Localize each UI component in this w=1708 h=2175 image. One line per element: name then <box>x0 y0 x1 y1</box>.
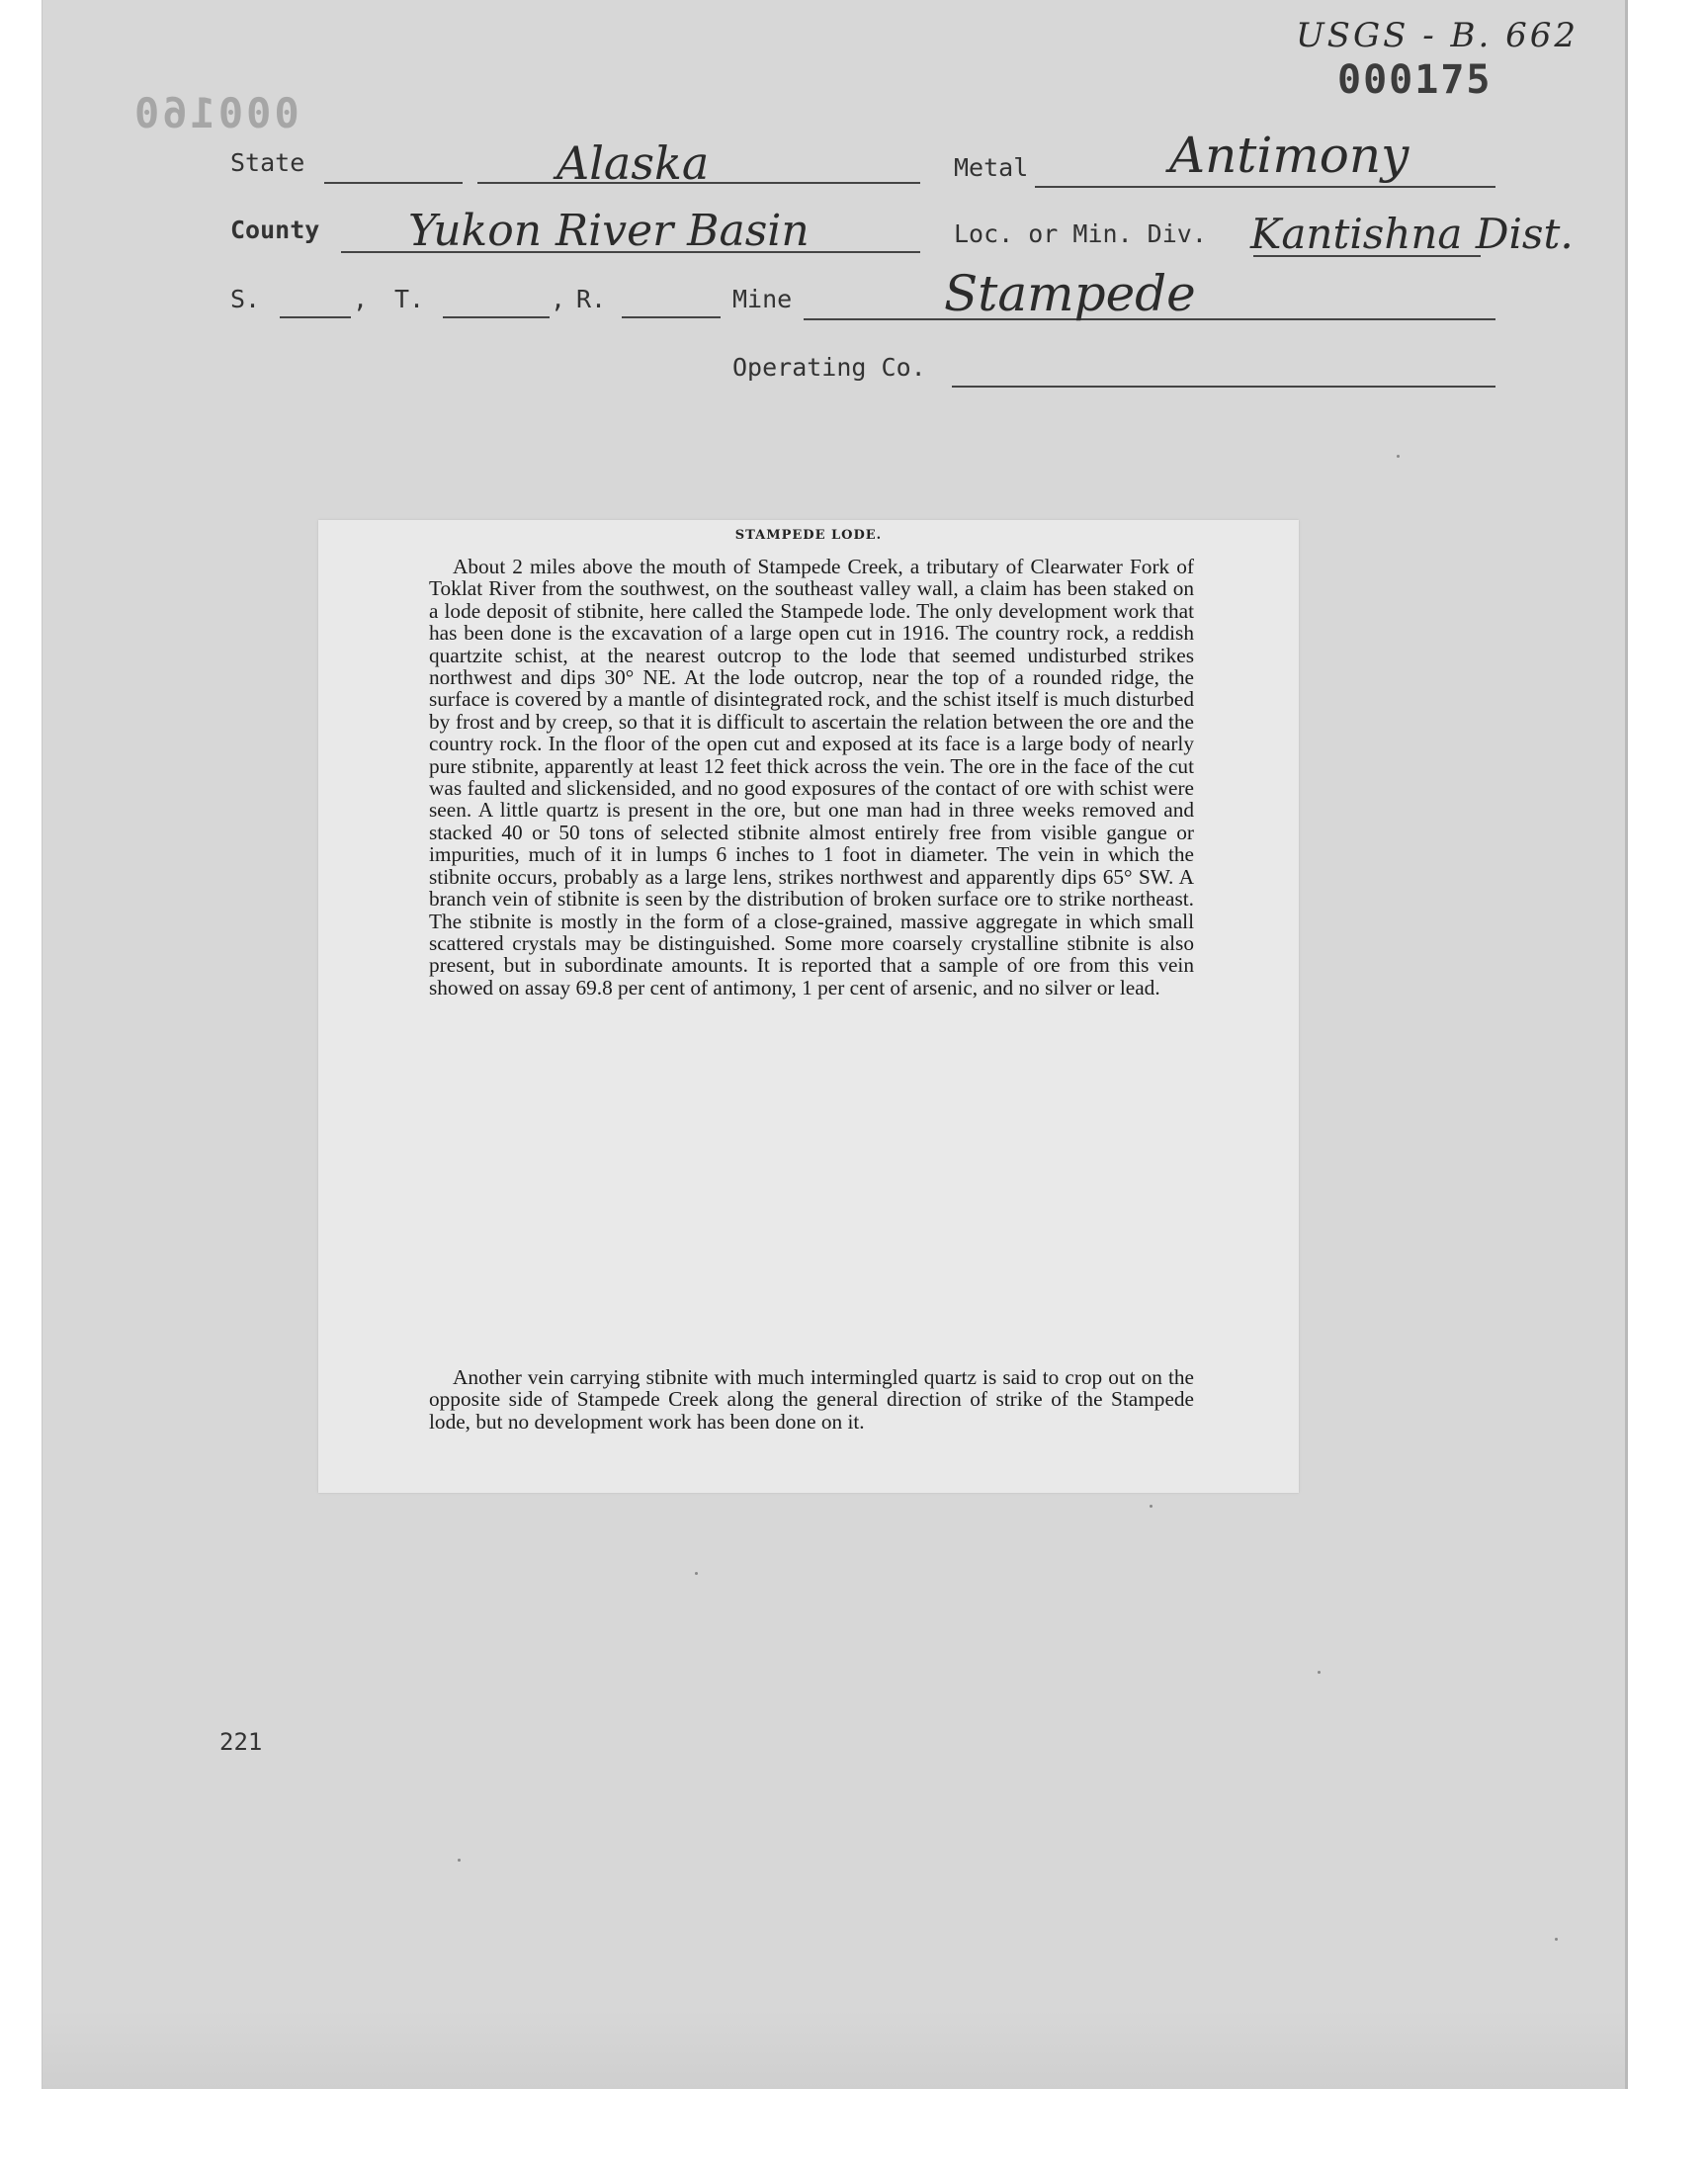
handwritten-reference: USGS - B. 662 <box>1296 16 1579 55</box>
division-label: Loc. or Min. Div. <box>954 219 1207 248</box>
faint-stamp-number: 000160 <box>131 89 299 137</box>
division-value: Kantishna Dist. <box>1250 210 1574 258</box>
operating-line <box>952 386 1495 388</box>
state-label: State <box>230 148 305 177</box>
scan-speck <box>695 1572 698 1575</box>
state-line-1 <box>324 182 463 184</box>
scan-speck <box>1318 1671 1321 1674</box>
metal-line <box>1035 186 1495 188</box>
mine-label: Mine <box>732 285 793 313</box>
page-number: 221 <box>219 1728 263 1756</box>
scan-speck <box>1397 455 1400 458</box>
operating-label: Operating Co. <box>732 353 926 382</box>
state-value: Alaska <box>556 136 710 190</box>
clipping-paragraph-1: About 2 miles above the mouth of Stampede Creek, a tributary of Clearwater Fork of Toklat River from the southwest, on the southeast valley wall, a claim has been staked on a lode deposit of stibnite, here called the Stampede lode. The only development work that has been done is the excavation of a large open cut in 1916. The country rock, a reddish quartzite schist, at the nearest outcrop to the lode that seemed undisturbed strikes northwest and dips 30° NE. At the lode outcrop, near the top of a rounded ridge, the surface is covered by a mantle of disintegrated rock, and the schist itself is much disturbed by frost and by creep, so that it is difficult to ascertain the relation between the ore and the country rock. In the floor of the open cut and exposed at its face is a large body of nearly pure stibnite, apparently at least 12 feet thick across the vein. The ore in the face of the cut was faulted and slickensided, and no good exposures of the contact of ore with schist were seen. A little quartz is present in the ore, but one man had in three weeks removed and stacked 40 or 50 tons of selected stibnite almost entirely free from visible gangue or impurities, much of it in lumps 6 inches to 1 foot in diameter. The vein in which the stibnite occurs, probably as a large lens, strikes northwest and apparently dips 65° SW. A branch vein of stibnite is seen by the distribution of broken surface ore to strike northeast. The stibnite is mostly in the form of a close-grained, massive aggregate in which small scattered crystals may be distinguished. Some more coarsely crystalline stibnite is also present, but in subordinate amounts. It is reported that a sample of ore from this vein showed on assay 69.8 per cent of antimony, 1 per cent of arsenic, and no silver or lead. <box>429 555 1194 1000</box>
scan-speck <box>1150 1505 1153 1508</box>
clipping-paragraph-2: Another vein carrying stibnite with much intermingled quartz is said to crop out on the opposite side of Stampede Creek along the general direction of strike of the Stampede lode, but no development work has been done on it. <box>429 1365 1194 1434</box>
range-label: R. <box>576 285 607 313</box>
clipping-title: STAMPEDE LODE. <box>734 528 883 543</box>
township-label: T. <box>394 285 425 313</box>
section-label: S. <box>230 285 261 313</box>
metal-value: Antimony <box>1169 127 1409 184</box>
metal-label: Metal <box>954 153 1029 182</box>
scan-speck <box>458 1859 461 1862</box>
text-clipping <box>318 520 1299 1493</box>
county-label: County <box>230 216 320 244</box>
township-line <box>443 316 550 318</box>
mine-value: Stampede <box>944 265 1196 322</box>
scan-speck <box>1555 1938 1558 1941</box>
section-line <box>280 316 351 318</box>
index-card <box>42 0 1628 2089</box>
county-value: Yukon River Basin <box>408 206 810 256</box>
comma-2: , <box>551 285 566 313</box>
stamp-number: 000175 <box>1337 57 1493 103</box>
comma-1: , <box>353 285 369 313</box>
range-line <box>622 316 721 318</box>
